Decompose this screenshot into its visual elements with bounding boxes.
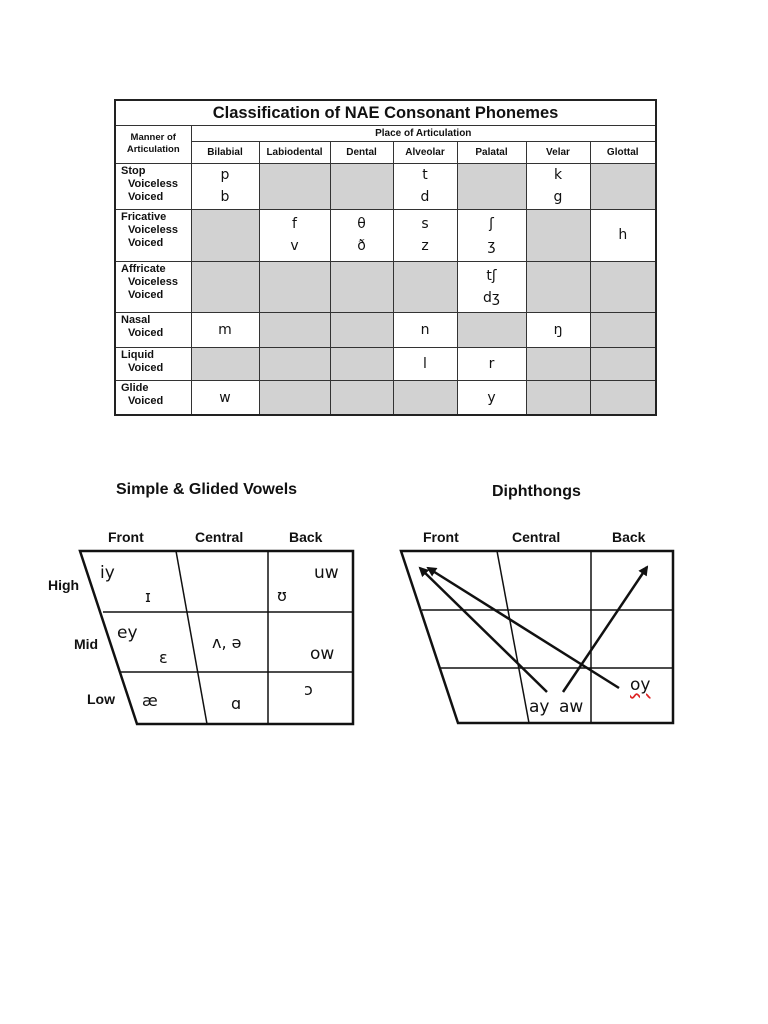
vowel-ey: ey bbox=[117, 623, 138, 643]
column-header-bilabial: Bilabial bbox=[191, 142, 259, 163]
vowel-ih: ɪ bbox=[145, 587, 151, 606]
phoneme-symbol: p bbox=[220, 167, 230, 184]
phoneme-symbol: s bbox=[421, 216, 429, 233]
diphthong-arrow-aw bbox=[563, 567, 647, 692]
phoneme-symbol: t bbox=[422, 167, 428, 184]
column-header-dental: Dental bbox=[330, 142, 393, 163]
phoneme-symbol: θ bbox=[357, 216, 366, 233]
voicing-label: Voiced bbox=[128, 395, 164, 408]
diphthong-chart-title: Diphthongs bbox=[492, 483, 581, 500]
manner-header-line2: Articulation bbox=[126, 144, 180, 156]
phoneme-symbol: dʒ bbox=[483, 290, 500, 307]
vowel-eh: ɛ bbox=[159, 648, 168, 667]
phoneme-symbol: l bbox=[423, 355, 427, 372]
phoneme-symbol: r bbox=[488, 355, 495, 372]
vowel-uh: ʊ bbox=[277, 586, 287, 605]
phoneme-symbol: d bbox=[420, 189, 430, 206]
diphthong-ay: ay bbox=[529, 697, 550, 717]
vowel-aa: ɑ bbox=[231, 694, 242, 713]
phoneme-symbol: w bbox=[219, 389, 231, 406]
vowel-row-mid: Mid bbox=[74, 636, 99, 652]
phoneme-symbol: ʃ bbox=[489, 216, 494, 233]
phoneme-symbol: ŋ bbox=[553, 322, 563, 339]
phoneme-symbol: f bbox=[292, 216, 297, 233]
vowel-uw: uw bbox=[314, 563, 339, 583]
vowel-ae: æ bbox=[142, 691, 158, 710]
place-header: Place of Articulation bbox=[191, 126, 656, 142]
manner-header-line1: Manner of bbox=[130, 132, 176, 144]
diphthong-divider-front-central bbox=[497, 551, 529, 723]
diphthong-col-front: Front bbox=[423, 529, 459, 545]
voicing-label: Voiceless bbox=[128, 224, 178, 237]
voicing-label: Voiced bbox=[128, 288, 164, 301]
vowel-chart-title: Simple & Glided Vowels bbox=[116, 481, 298, 498]
phoneme-symbol: y bbox=[487, 389, 496, 406]
voicing-label: Voiced bbox=[128, 237, 164, 250]
phoneme-symbol: ð bbox=[357, 238, 366, 255]
voicing-label: Voiced bbox=[128, 361, 164, 374]
consonant-table-title: Classification of NAE Consonant Phonemes bbox=[115, 100, 656, 126]
phoneme-symbol: b bbox=[220, 189, 230, 206]
vowel-col-central: Central bbox=[195, 529, 244, 545]
vowel-row-high: High bbox=[48, 577, 80, 593]
column-header-glottal: Glottal bbox=[590, 142, 656, 163]
diphthong-oy: oy bbox=[630, 675, 651, 695]
manner-name: Nasal bbox=[121, 314, 151, 327]
vowel-ao: ɔ bbox=[304, 680, 313, 699]
voicing-label: Voiced bbox=[128, 190, 164, 203]
phoneme-symbol: ʒ bbox=[487, 238, 496, 255]
phoneme-symbol: tʃ bbox=[486, 268, 497, 285]
phoneme-symbol: n bbox=[420, 322, 430, 339]
manner-name: Stop bbox=[121, 164, 146, 177]
phoneme-symbol: m bbox=[218, 322, 232, 339]
phoneme-symbol: h bbox=[618, 227, 628, 244]
vowel-row-low: Low bbox=[87, 691, 115, 707]
vowel-col-front: Front bbox=[108, 529, 144, 545]
manner-name: Liquid bbox=[121, 348, 154, 361]
phoneme-symbol: k bbox=[553, 167, 563, 184]
phoneme-symbol: v bbox=[290, 238, 299, 255]
vowel-col-back: Back bbox=[289, 529, 323, 545]
vowel-schwa: ʌ, ə bbox=[212, 633, 242, 652]
manner-name: Glide bbox=[121, 382, 149, 395]
vowel-iy: iy bbox=[100, 563, 115, 583]
column-header-labiodental: Labiodental bbox=[259, 142, 330, 163]
column-header-palatal: Palatal bbox=[457, 142, 526, 163]
phoneme-symbol: z bbox=[421, 238, 429, 255]
phoneme-symbol: g bbox=[553, 189, 563, 206]
column-header-alveolar: Alveolar bbox=[393, 142, 457, 163]
voicing-label: Voiceless bbox=[128, 177, 178, 190]
column-header-velar: Velar bbox=[526, 142, 590, 163]
diphthong-col-back: Back bbox=[612, 529, 646, 545]
manner-name: Affricate bbox=[121, 262, 166, 275]
diphthong-col-central: Central bbox=[512, 529, 561, 545]
voicing-label: Voiced bbox=[128, 327, 164, 340]
manner-name: Fricative bbox=[121, 211, 167, 224]
diphthong-aw: aw bbox=[559, 697, 584, 717]
vowel-ow: ow bbox=[310, 644, 335, 664]
voicing-label: Voiceless bbox=[128, 275, 178, 288]
